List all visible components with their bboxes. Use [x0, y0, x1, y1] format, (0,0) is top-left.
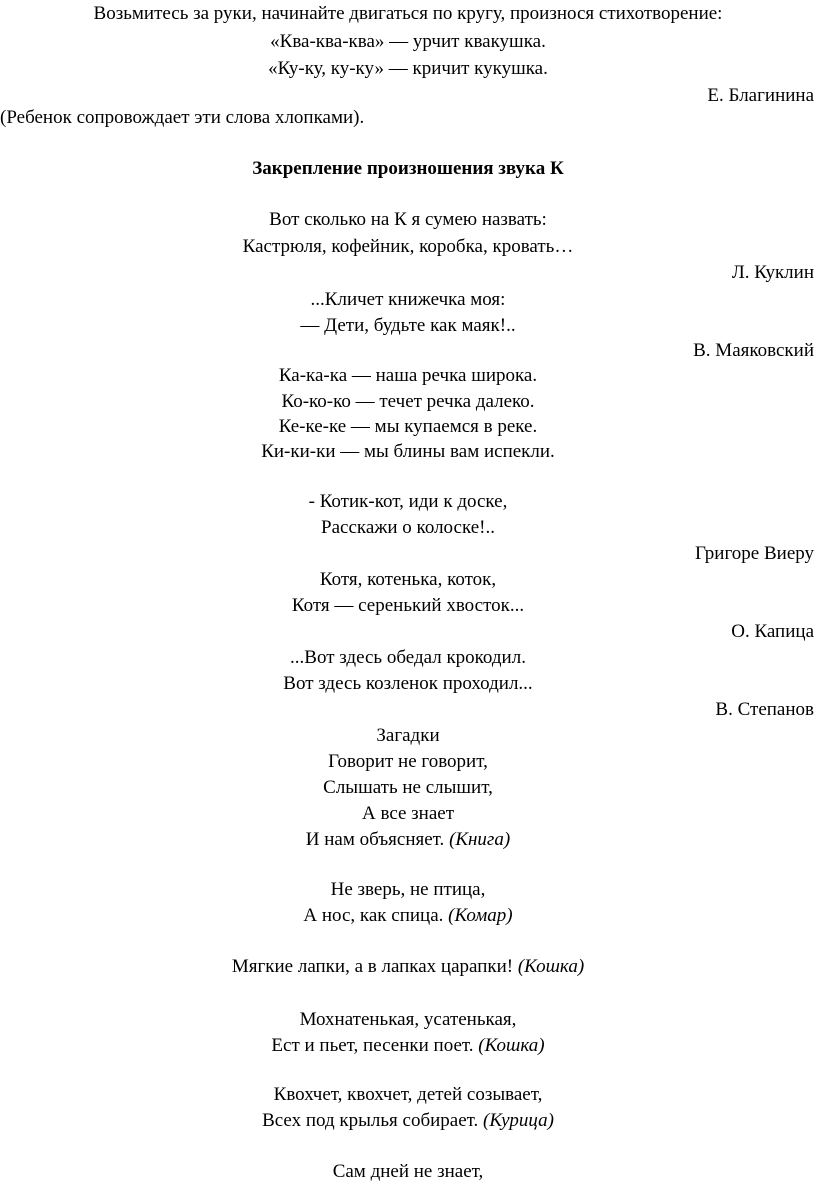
poem6-line-1: ...Вот здесь обедал крокодил. [290, 647, 526, 668]
riddle5-line-2-row [0, 1109, 816, 1133]
poem2-author: В. Маяковский [693, 340, 814, 361]
riddle4-line-2-row [0, 1034, 816, 1058]
riddle2-line-1: Не зверь, не птица, [330, 879, 486, 900]
riddle3-line-1: Мягкие лапки, а в лапках царапки! [231, 956, 514, 977]
poem4-author: Григоре Виеру [695, 543, 814, 564]
riddles-title: Загадки [376, 725, 440, 746]
poem2-line-2: — Дети, будьте как маяк!.. [300, 315, 516, 336]
poem5-line-2: Котя — серенький хвосток... [291, 595, 525, 616]
poem3-line-3: Ке-ке-ке — мы купаемся в реке. [278, 416, 538, 437]
poem1-line-1: Вот сколько на К я сумею назвать: [269, 209, 547, 230]
riddle4-answer: (Кошка) [478, 1035, 545, 1056]
riddle4-line-2: Ест и пьет, песенки поет. [271, 1035, 474, 1056]
poem3-line-1: Ка-ка-ка — наша речка широка. [278, 365, 538, 386]
riddle1-line-4: И нам объясняет. [305, 829, 445, 850]
riddle3-line-1-row [0, 955, 816, 979]
poem1-author: Л. Куклин [731, 262, 814, 283]
riddle4-line-1: Мохнатенькая, усатенькая, [299, 1009, 517, 1030]
poem3-line-2: Ко-ко-ко — течет речка далеко. [281, 391, 535, 412]
poem6-line-2: Вот здесь козленок проходил... [283, 673, 533, 694]
poem5-line-1: Котя, котенька, коток, [319, 569, 497, 590]
riddle1-line-3: А все знает [361, 803, 455, 824]
section-title: Закрепление произношения звука К [252, 158, 564, 179]
poem3-line-4: Ки-ки-ки — мы блины вам испекли. [261, 441, 555, 462]
riddle1-answer: (Книга) [449, 829, 511, 850]
riddle2-answer: (Комар) [448, 905, 513, 926]
poem1-line-2: Кастрюля, кофейник, коробка, кровать… [242, 236, 574, 257]
riddle6-line-1: Сам дней не знает, [332, 1161, 484, 1182]
intro-line-3: «Ку-ку, ку-ку» — кричит кукушка. [268, 58, 548, 79]
poem2-line-1: ...Кличет книжечка моя: [310, 289, 506, 310]
intro-note: (Ребенок сопровождает эти слова хлопками). [0, 107, 365, 128]
poem6-author: В. Степанов [715, 699, 814, 720]
intro-author: Е. Благинина [707, 85, 814, 106]
riddle1-line-4-row [0, 828, 816, 852]
riddle2-line-2: А нос, как спица. [303, 905, 444, 926]
riddle5-line-2: Всех под крылья собирает. [262, 1110, 479, 1131]
riddle2-line-2-row [0, 904, 816, 928]
poem4-line-1: - Котик-кот, иди к доске, [308, 491, 508, 512]
riddle1-line-1: Говорит не говорит, [328, 751, 488, 772]
riddle5-line-1: Квохчет, квохчет, детей созывает, [273, 1084, 543, 1105]
riddle3-answer: (Кошка) [517, 956, 585, 977]
intro-line-1: Возьмитесь за руки, начинайте двигаться по кругу, произнося стихотворение: [93, 3, 723, 24]
poem4-line-2: Расскажи о колоске!.. [321, 517, 495, 538]
riddle5-answer: (Курица) [483, 1110, 554, 1131]
riddle1-line-2: Слышать не слышит, [323, 777, 493, 798]
intro-line-2: «Ква-ква-ква» — урчит квакушка. [270, 31, 546, 52]
poem5-author: О. Капица [731, 621, 814, 642]
